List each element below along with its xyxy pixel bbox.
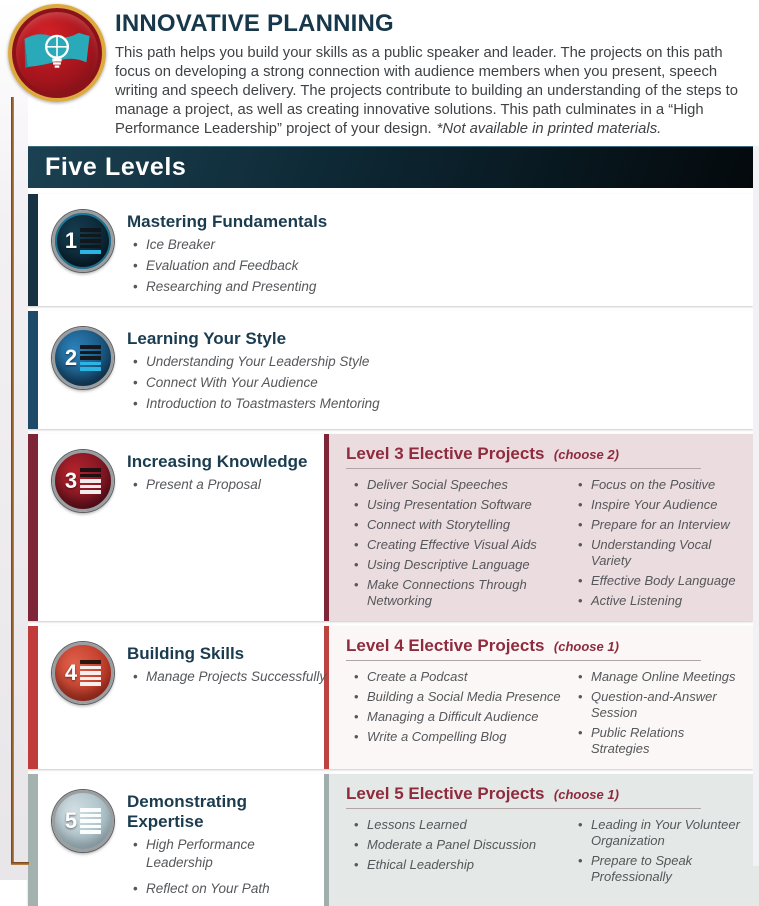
project-item: • High Performance Leadership [133, 836, 296, 872]
flag-lightbulb-icon [18, 22, 96, 84]
elective-item: • Connect with Storytelling [354, 517, 570, 533]
elective-item: • Deliver Social Speeches [354, 477, 570, 493]
right-background-rail [753, 146, 759, 866]
level-4-number: 4 [64, 660, 78, 685]
elective-item: • Using Presentation Software [354, 497, 570, 513]
path-badge-icon [8, 4, 106, 102]
elective-column-1 [346, 669, 570, 761]
path-header [0, 0, 759, 140]
project-item: • Connect With Your Audience [133, 374, 706, 392]
elective-item: • Prepare for an Interview [578, 517, 745, 533]
elective-title: Level 3 Elective Projects [346, 444, 545, 463]
level-1-card [28, 194, 753, 306]
elective-item: • Active Listening [578, 593, 745, 609]
project-item: • Evaluation and Feedback [133, 257, 706, 275]
elective-item: • Focus on the Positive [578, 477, 745, 493]
level-2-accent-stripe [28, 311, 38, 429]
project-item: • Introduction to Toastmasters Mentoring [133, 395, 706, 413]
level-4-card [28, 626, 753, 769]
list-icon [80, 228, 101, 254]
list-icon [80, 345, 101, 371]
elective-item: • Create a Podcast [354, 669, 570, 685]
project-item: • Manage Projects Successfully [133, 668, 346, 686]
flag-pole-line [11, 97, 14, 862]
elective-item: • Building a Social Media Presence [354, 689, 570, 705]
list-icon [80, 468, 101, 494]
level-5-number: 5 [64, 808, 78, 833]
project-item: • Understanding Your Leadership Style [133, 353, 706, 371]
elective-title: Level 5 Elective Projects [346, 784, 545, 803]
elective-item: • Moderate a Panel Discussion [354, 837, 570, 853]
elective-item: • Creating Effective Visual Aids [354, 537, 570, 553]
level-1-accent-stripe [28, 194, 38, 306]
level-3-number: 3 [64, 468, 78, 493]
elective-column-2 [570, 477, 745, 613]
level-3-title: Increasing Knowledge [127, 452, 308, 471]
five-levels-banner [28, 146, 753, 188]
level-1-projects [127, 236, 706, 296]
elective-item: • Ethical Leadership [354, 857, 570, 873]
elective-item: • Public Relations Strategies [578, 725, 745, 757]
level-4-title: Building Skills [127, 644, 245, 663]
banner-title: Five Levels [45, 153, 187, 181]
description-text: This path helps you build your skills as a public speaker and leader. The projects on this path focus on developing a strong connection with audience members when you present, speech writing and speech delivery. The projects contribute to building an understanding of the steps to manage a project, as well as creating innovative solutions. This path culminates in a “High Performance Leadership” project of your design. [115, 45, 738, 137]
level-3-projects [127, 476, 322, 494]
elective-item: • Understanding Vocal Variety [578, 537, 745, 569]
level-4-badge [52, 642, 114, 704]
level-3-accent-stripe [28, 434, 38, 621]
elective-item: • Write a Compelling Blog [354, 729, 570, 745]
elective-choose-label: (choose 1) [553, 787, 619, 802]
project-item: • Present a Proposal [133, 476, 322, 494]
level-2-projects [127, 353, 706, 413]
elective-item: • Leading in Your Volunteer Organization [578, 817, 751, 849]
list-icon [80, 808, 101, 834]
level-3-elective-heading [346, 444, 701, 469]
elective-title: Level 4 Elective Projects [346, 636, 545, 655]
level-4-elective-heading [346, 636, 701, 661]
elective-item: • Prepare to Speak Professionally [578, 853, 751, 885]
elective-item: • Effective Body Language [578, 573, 745, 589]
level-5-projects [127, 836, 324, 898]
elective-column-1 [346, 477, 570, 613]
elective-item: • Inspire Your Audience [578, 497, 745, 513]
description-note: *Not available in printed materials. [436, 121, 662, 137]
level-2-card [28, 311, 753, 429]
level-3-card [28, 434, 753, 621]
elective-item: • Question-and-Answer Session [578, 689, 745, 721]
elective-column-2 [570, 817, 751, 889]
level-5-title: Demonstrating Expertise [127, 792, 247, 831]
level-1-title: Mastering Fundamentals [127, 212, 328, 231]
elective-item: • Managing a Difficult Audience [354, 709, 570, 725]
level-1-number: 1 [64, 228, 78, 253]
level-5-elective-box [324, 774, 759, 906]
page-description [115, 44, 747, 139]
level-4-accent-stripe [28, 626, 38, 769]
elective-item: • Lessons Learned [354, 817, 570, 833]
level-5-accent-stripe [28, 774, 38, 906]
level-2-number: 2 [64, 345, 78, 370]
level-5-card [28, 774, 753, 906]
level-5-elective-heading [346, 784, 701, 809]
elective-choose-label: (choose 2) [553, 447, 619, 462]
elective-column-2 [570, 669, 745, 761]
elective-choose-label: (choose 1) [553, 639, 619, 654]
level-4-projects [127, 668, 346, 686]
flag-pole-foot [11, 862, 29, 865]
level-1-badge [52, 210, 114, 272]
elective-item: • Manage Online Meetings [578, 669, 745, 685]
level-2-badge [52, 327, 114, 389]
page-title: INNOVATIVE PLANNING [115, 10, 394, 37]
list-icon [80, 660, 101, 686]
elective-item: • Using Descriptive Language [354, 557, 570, 573]
level-4-elective-box [324, 626, 753, 769]
level-2-title: Learning Your Style [127, 329, 287, 348]
level-3-elective-box [324, 434, 753, 621]
level-5-badge [52, 790, 114, 852]
elective-item: • Make Connections Through Networking [354, 577, 570, 609]
project-item: • Reflect on Your Path [133, 880, 322, 898]
project-item: • Ice Breaker [133, 236, 706, 254]
level-3-badge [52, 450, 114, 512]
elective-column-1 [346, 817, 570, 889]
project-item: • Researching and Presenting [133, 278, 706, 296]
levels-list [28, 194, 753, 906]
